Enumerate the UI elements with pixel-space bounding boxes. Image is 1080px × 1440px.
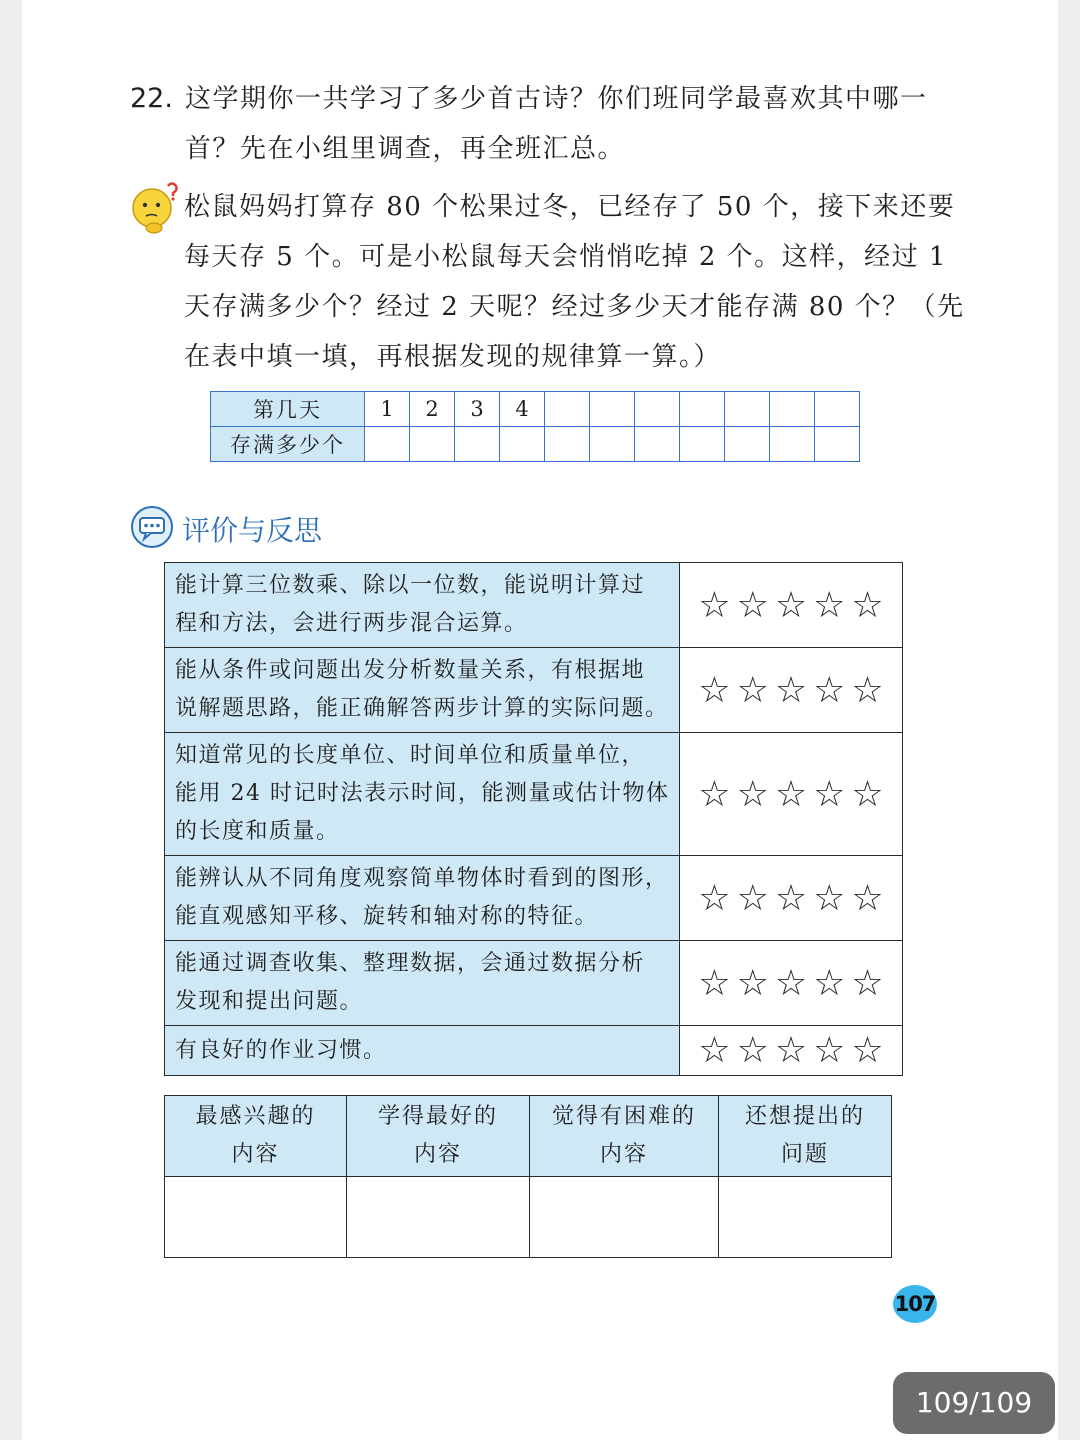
evaluation-row <box>165 856 903 941</box>
question-number: 22. <box>130 83 173 114</box>
day-cell: 3 <box>455 392 500 427</box>
criterion-line: 能用 24 时记时法表示时间，能测量或估计物体 <box>175 781 670 806</box>
problem-line-4: 在表中填一填，再根据发现的规律算一算。） <box>184 342 722 372</box>
header-line: 内容 <box>599 1142 648 1167</box>
star-rating <box>680 563 903 648</box>
criterion-line: 有良好的作业习惯。 <box>175 1037 387 1063</box>
reflection-cell <box>530 1177 719 1258</box>
section-title-text: 评价与反思 <box>182 514 323 547</box>
header-line: 最感兴趣的 <box>195 1104 316 1129</box>
evaluation-criterion <box>165 941 680 1026</box>
star-icon[interactable]: ☆ <box>813 877 846 919</box>
evaluation-row <box>165 1026 903 1076</box>
thinking-face-icon <box>128 178 182 238</box>
count-cell <box>365 427 410 462</box>
reflection-cell <box>165 1177 347 1258</box>
day-cell <box>635 392 680 427</box>
star-icon[interactable]: ☆ <box>813 584 846 626</box>
star-icon[interactable]: ☆ <box>698 584 731 626</box>
star-icon[interactable]: ☆ <box>736 962 769 1004</box>
star-icon[interactable]: ☆ <box>698 1030 731 1071</box>
evaluation-criterion <box>165 1026 680 1076</box>
day-table <box>210 391 860 462</box>
evaluation-criterion <box>165 856 680 941</box>
count-cell <box>635 427 680 462</box>
star-icon[interactable]: ☆ <box>774 773 808 815</box>
star-icon[interactable]: ☆ <box>851 669 884 711</box>
star-icon[interactable]: ☆ <box>774 1030 808 1071</box>
count-cell <box>725 427 770 462</box>
header-line: 内容 <box>413 1142 462 1167</box>
reflection-header-row <box>165 1096 892 1177</box>
star-icon[interactable]: ☆ <box>851 962 884 1004</box>
day-cell: 2 <box>410 392 455 427</box>
day-cell <box>680 392 725 427</box>
star-icon[interactable]: ☆ <box>851 1030 884 1071</box>
star-rating <box>680 1026 903 1076</box>
evaluation-criterion <box>165 733 680 856</box>
page-indicator: 109/109 <box>893 1372 1055 1434</box>
star-icon[interactable]: ☆ <box>698 962 731 1004</box>
star-icon[interactable]: ☆ <box>698 669 731 711</box>
page-number-badge: 107 <box>893 1285 937 1323</box>
evaluation-row <box>165 941 903 1026</box>
header-line: 问题 <box>780 1142 829 1167</box>
criterion-line: 程和方法，会进行两步混合运算。 <box>175 611 528 636</box>
star-icon[interactable]: ☆ <box>736 1030 769 1071</box>
evaluation-row <box>165 563 903 648</box>
chat-bubble-icon <box>130 505 174 549</box>
day-cell <box>815 392 860 427</box>
star-icon[interactable]: ☆ <box>813 962 846 1004</box>
criterion-line: 能从条件或问题出发分析数量关系，有根据地 <box>175 658 646 683</box>
evaluation-criterion <box>165 563 680 648</box>
reflection-cell <box>347 1177 530 1258</box>
count-cell <box>545 427 590 462</box>
day-cell: 4 <box>500 392 545 427</box>
count-cell <box>455 427 500 462</box>
textbook-page <box>22 0 1058 1440</box>
star-icon[interactable]: ☆ <box>736 773 769 815</box>
criterion-line: 的长度和质量。 <box>175 819 340 844</box>
day-header: 第几天 <box>211 392 365 427</box>
day-row <box>211 392 860 427</box>
count-header: 存满多少个 <box>211 427 365 462</box>
criterion-line: 能计算三位数乘、除以一位数，能说明计算过 <box>175 573 646 598</box>
star-icon[interactable]: ☆ <box>813 669 846 711</box>
count-cell <box>815 427 860 462</box>
star-icon[interactable]: ☆ <box>774 877 808 919</box>
star-rating <box>680 733 903 856</box>
criterion-line: 知道常见的长度单位、时间单位和质量单位， <box>175 743 646 768</box>
star-icon[interactable]: ☆ <box>813 1030 846 1071</box>
header-line: 还想提出的 <box>744 1104 865 1129</box>
evaluation-row <box>165 648 903 733</box>
day-cell <box>545 392 590 427</box>
count-cell <box>770 427 815 462</box>
reflection-body-row <box>165 1177 892 1258</box>
evaluation-criterion <box>165 648 680 733</box>
count-cell <box>680 427 725 462</box>
evaluation-row <box>165 733 903 856</box>
star-icon[interactable]: ☆ <box>774 962 808 1004</box>
header-line: 觉得有困难的 <box>551 1104 696 1129</box>
criterion-line: 能辨认从不同角度观察简单物体时看到的图形， <box>175 866 669 891</box>
reflection-cell <box>719 1177 892 1258</box>
star-icon[interactable]: ☆ <box>774 669 808 711</box>
star-rating <box>680 941 903 1026</box>
star-icon[interactable]: ☆ <box>736 669 769 711</box>
star-icon[interactable]: ☆ <box>698 773 731 815</box>
star-icon[interactable]: ☆ <box>851 773 884 815</box>
reflection-header <box>165 1096 347 1177</box>
problem-line-2: 每天存 5 个。可是小松鼠每天会悄悄吃掉 2 个。这样，经过 1 <box>184 242 947 272</box>
header-line: 学得最好的 <box>377 1104 498 1129</box>
problem-line-1: 松鼠妈妈打算存 80 个松果过冬，已经存了 50 个，接下来还要 <box>184 192 956 222</box>
day-cell <box>590 392 635 427</box>
day-cell <box>725 392 770 427</box>
star-icon[interactable]: ☆ <box>736 877 769 919</box>
criterion-line: 发现和提出问题。 <box>175 989 364 1014</box>
problem-line-3: 天存满多少个？经过 2 天呢？经过多少天才能存满 80 个？（先 <box>184 292 965 322</box>
question-line-2: 首？先在小组里调查，再全班汇总。 <box>185 134 626 164</box>
star-icon[interactable]: ☆ <box>851 584 884 626</box>
question-line-1: 这学期你一共学习了多少首古诗？你们班同学最喜欢其中哪一 <box>185 84 928 114</box>
evaluation-table <box>164 562 903 1076</box>
star-rating <box>680 648 903 733</box>
star-rating <box>680 856 903 941</box>
count-cell <box>590 427 635 462</box>
reflection-header <box>719 1096 892 1177</box>
reflection-header <box>530 1096 719 1177</box>
star-icon[interactable]: ☆ <box>698 877 731 919</box>
star-icon[interactable]: ☆ <box>774 584 808 626</box>
criterion-line: 能通过调查收集、整理数据，会通过数据分析 <box>175 951 646 976</box>
day-cell <box>770 392 815 427</box>
header-line: 内容 <box>231 1142 280 1167</box>
reflection-table <box>164 1095 892 1258</box>
star-icon[interactable]: ☆ <box>851 877 884 919</box>
criterion-line: 说解题思路，能正确解答两步计算的实际问题。 <box>175 696 669 721</box>
count-row <box>211 427 860 462</box>
criterion-line: 能直观感知平移、旋转和轴对称的特征。 <box>175 904 599 929</box>
day-cell: 1 <box>365 392 410 427</box>
count-cell <box>410 427 455 462</box>
star-icon[interactable]: ☆ <box>813 773 846 815</box>
reflection-header <box>347 1096 530 1177</box>
count-cell <box>500 427 545 462</box>
star-icon[interactable]: ☆ <box>736 584 769 626</box>
